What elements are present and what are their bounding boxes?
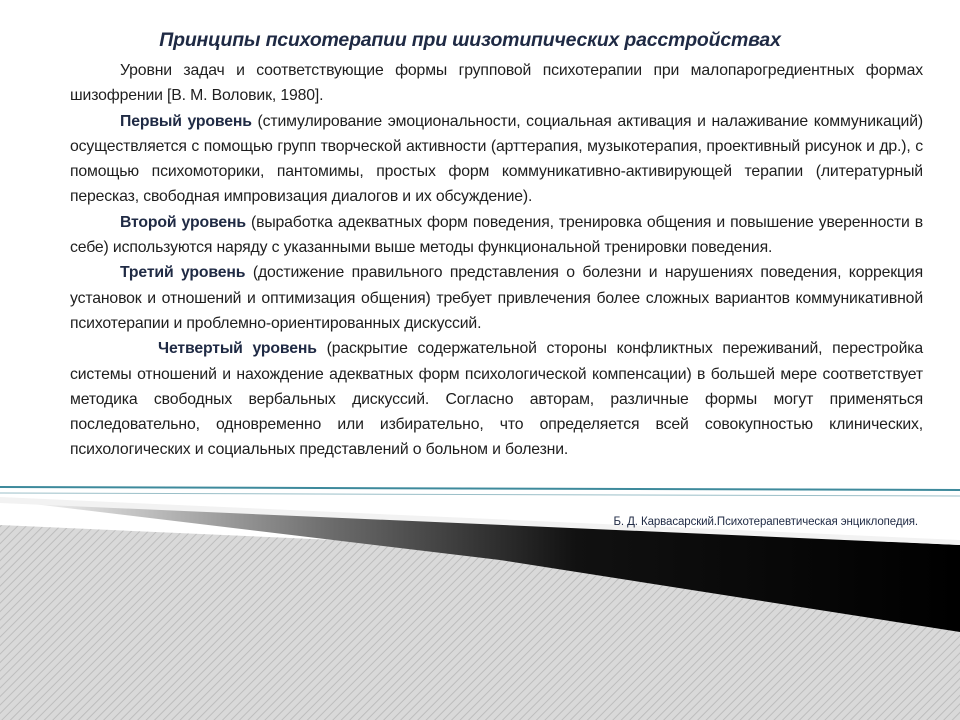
level-paragraph-3 <box>70 260 923 336</box>
slide-title: Принципы психотерапии при шизотипических расстройствах <box>159 29 781 51</box>
slide-body <box>70 58 923 463</box>
intro-paragraph: Уровни задач и соответствующие формы групповой психотерапии при малопарогредиентных формах шизофрении [В. М. Воловик, 1980]. <box>70 62 923 105</box>
level-label: Четвертый уровень <box>158 340 317 358</box>
source-citation: Б. Д. Карвасарский.Психотерапевтическая энциклопедия. <box>613 516 918 528</box>
level-text: (раскрытие содержательной стороны конфликтных переживаний, перестройка системы отношений и нахождение адекватных форм психологической компенсации) в большей мере соответствует методика свободных вербальных дискуссий. Согласно авторам, различные формы могут применяться последовательно, одновременно или избирательно, что определяется всей совокупностью клинических, психологических и социальных представлений о больном и болезни. <box>70 340 923 459</box>
level-paragraph-4 <box>70 336 923 462</box>
level-text: (выработка адекватных форм поведения, тренировка общения и повышение уверенности в себе) используются наряду с указанными выше методы функциональной тренировки поведения. <box>70 213 924 257</box>
level-text: (достижение правильного представления о болезни и нарушениях поведения, коррекция установок и отношений и оптимизация общения) требует привлечения более сложных вариантов коммуникативной психотерапии и проблемно-ориентированных дискуссий. <box>70 264 924 332</box>
level-paragraph-2 <box>70 210 923 261</box>
level-label: Третий уровень <box>120 264 246 282</box>
level-label: Первый уровень <box>120 112 252 130</box>
level-text: (стимулирование эмоциональности, социальная активация и налаживание коммуникаций) осуществляется с помощью групп творческой активности (арттерапия, музыкотерапия, проективный рисунок и др.), с помощью психомоторики, пантомимы, простых форм коммуникативно-активирующей терапии (литературный пересказ, свободная импровизация диалогов и их обсуждение). <box>70 112 923 206</box>
level-label: Второй уровень <box>120 213 246 231</box>
level-paragraph-1 <box>70 109 923 210</box>
